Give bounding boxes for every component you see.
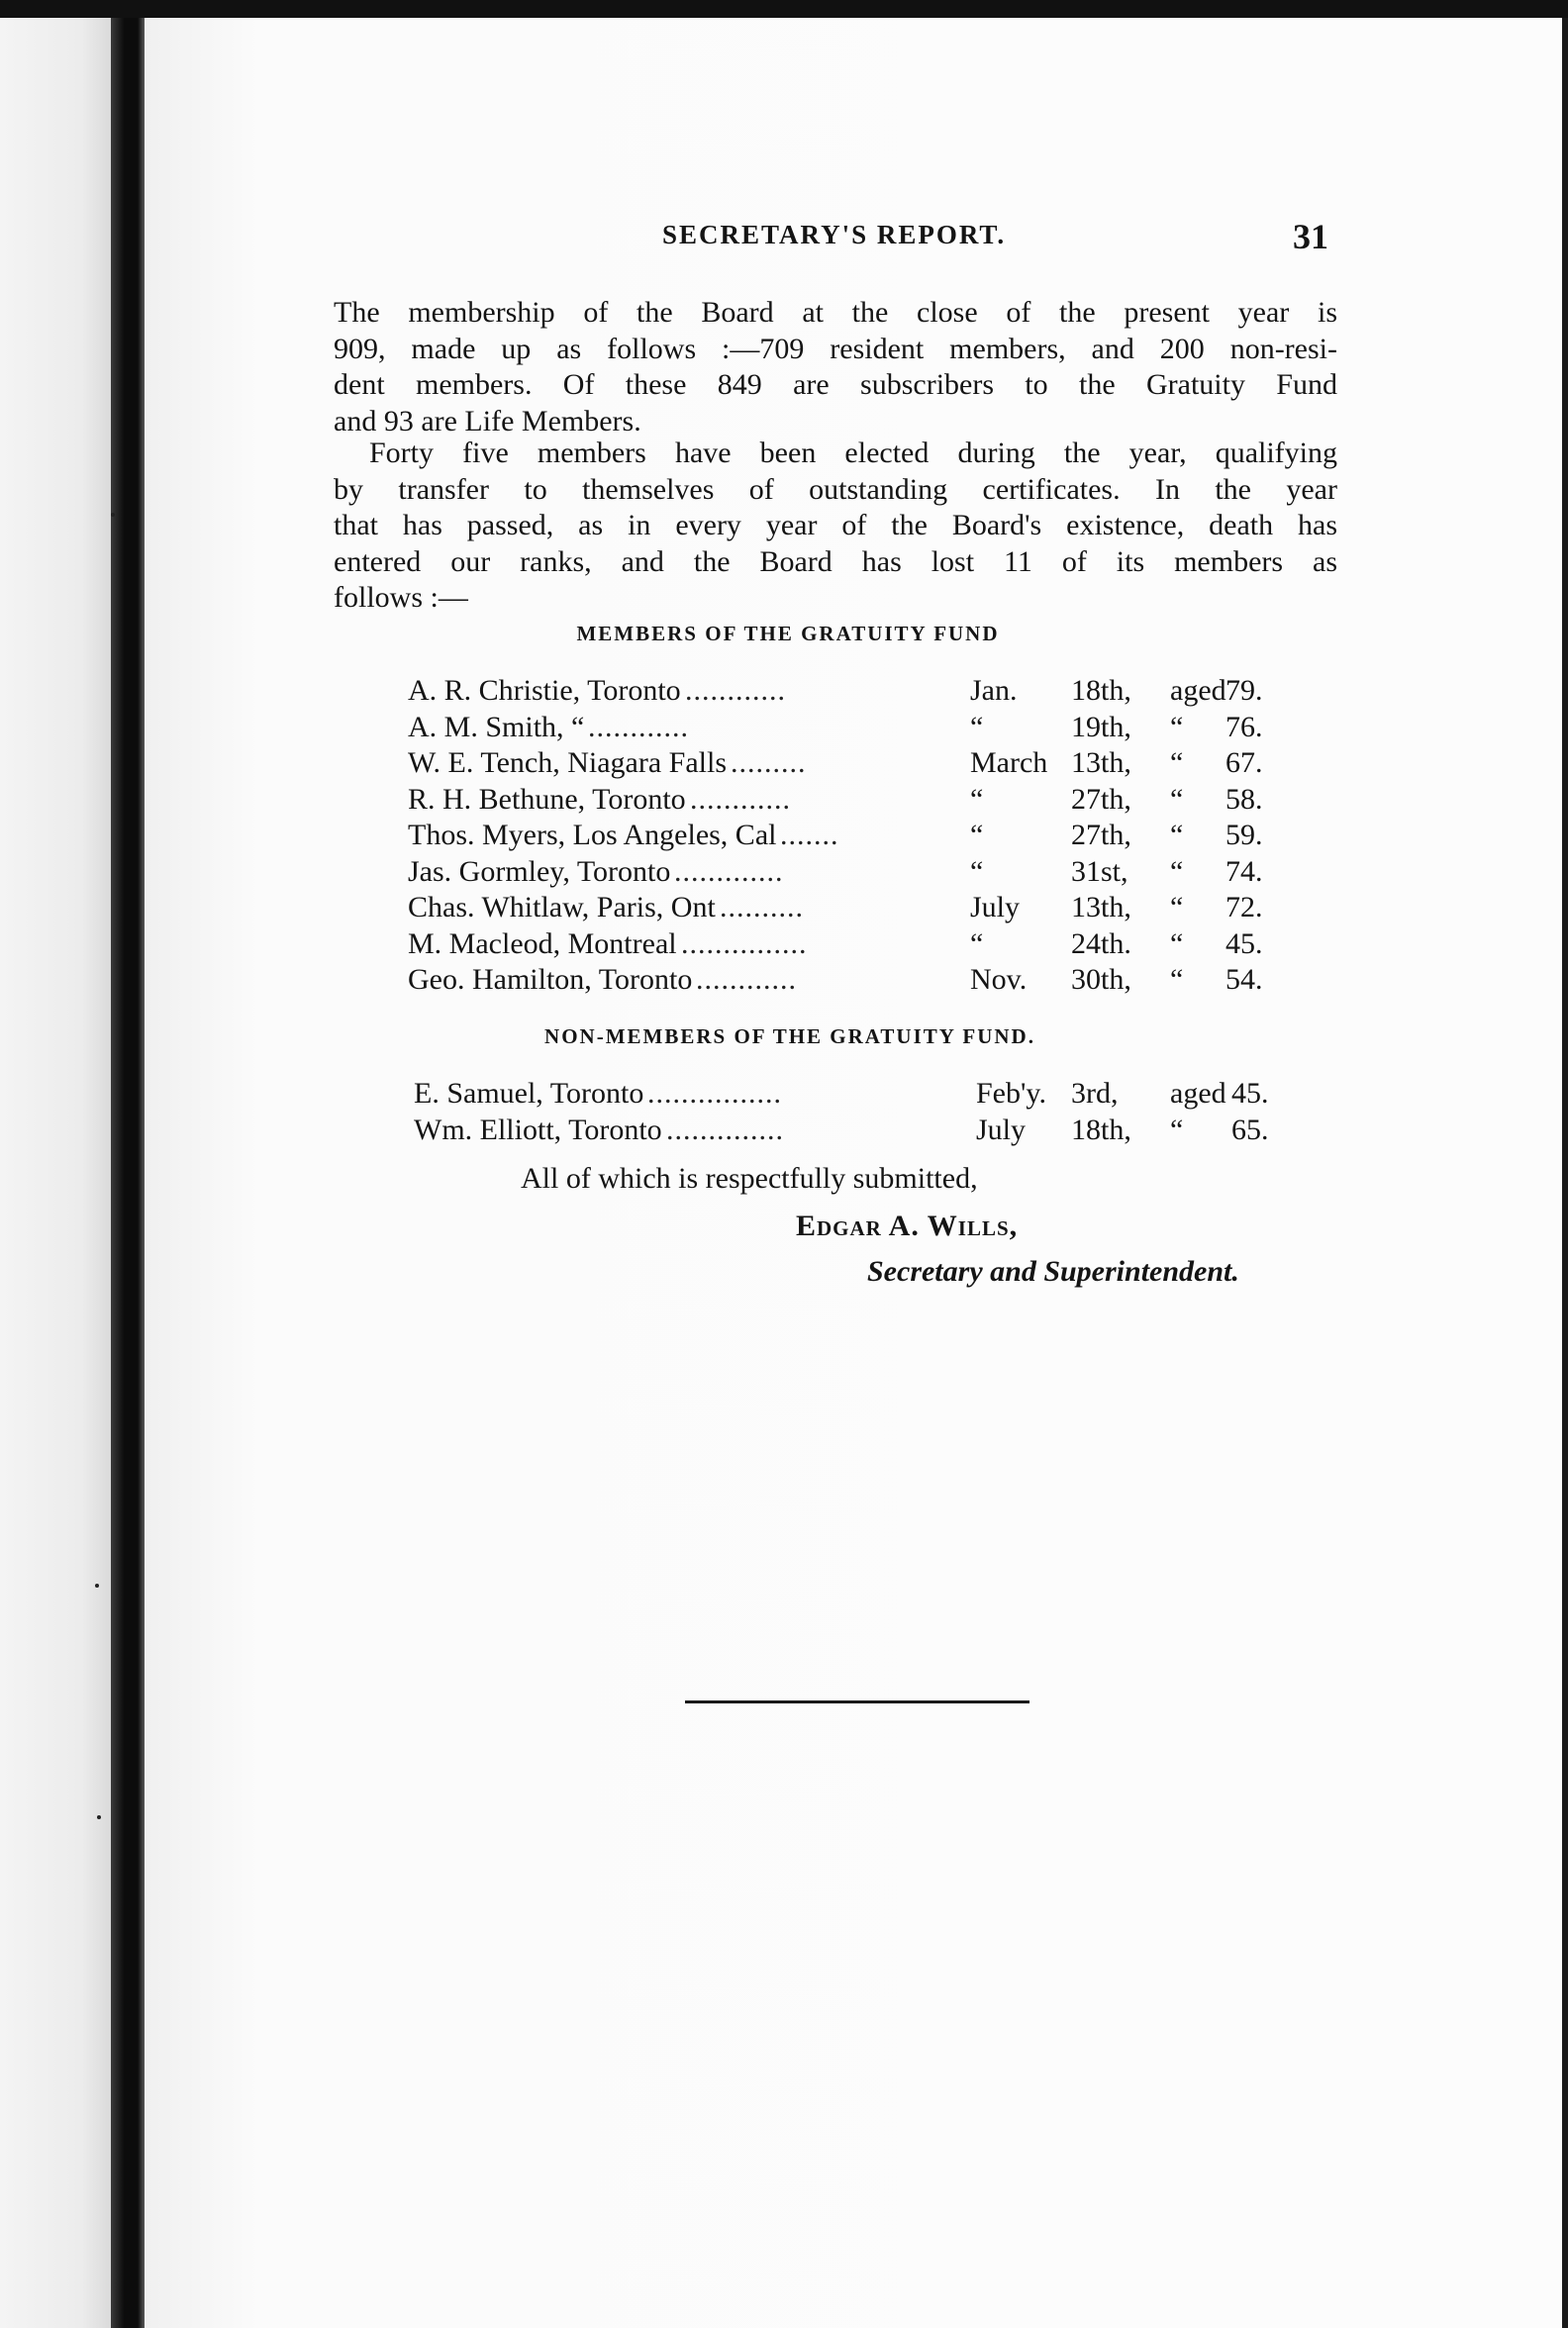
- paragraph-line: follows :—: [334, 581, 468, 614]
- row-aged: aged: [1170, 1077, 1226, 1110]
- row-name: R. H. Bethune, Toronto: [408, 782, 686, 816]
- margin-speck: [97, 1815, 101, 1819]
- paragraph-membership: [334, 295, 1337, 439]
- row-age: 58.: [1225, 782, 1263, 816]
- end-rule: [685, 1700, 1029, 1703]
- paragraph-line: and 93 are Life Members.: [334, 404, 641, 437]
- row-name: Geo. Hamilton, Toronto: [408, 963, 693, 996]
- row-name: W. E. Tench, Niagara Falls: [408, 746, 727, 779]
- row-day: 3rd,: [1071, 1077, 1119, 1110]
- row-month: “: [970, 710, 984, 743]
- row-name: Jas. Gormley, Toronto: [408, 854, 671, 888]
- paragraph-line: by transfer to themselves of outstanding certificates. In the year: [334, 472, 1337, 506]
- row-age: 74.: [1225, 854, 1263, 888]
- row-day: 13th,: [1071, 746, 1131, 779]
- paragraph-line: Forty five members have been elected during the year, qualifying: [369, 436, 1337, 469]
- row-month: July: [976, 1113, 1027, 1146]
- facing-page-edge: [0, 18, 117, 2328]
- row-name: A. R. Christie, Toronto: [408, 674, 681, 707]
- signature-title: Secretary and Superintendent.: [867, 1255, 1239, 1288]
- row-month: Jan.: [970, 674, 1018, 707]
- row-age: 45.: [1225, 926, 1263, 960]
- row-name: Wm. Elliott, Toronto: [414, 1113, 662, 1146]
- row-dots: ............: [588, 710, 689, 743]
- row-age: 76.: [1225, 710, 1263, 743]
- row-day: 27th,: [1071, 819, 1131, 851]
- row-name: Thos. Myers, Los Angeles, Cal: [408, 819, 777, 851]
- row-month: “: [970, 854, 984, 888]
- paragraph-line: entered our ranks, and the Board has lost 11 of its members as: [334, 544, 1337, 578]
- row-dots: ............: [696, 963, 797, 996]
- row-day: 18th,: [1071, 674, 1131, 707]
- row-dots: ............: [685, 674, 786, 707]
- row-aged: “: [1170, 963, 1184, 996]
- running-title: SECRETARY'S REPORT.: [662, 220, 1007, 249]
- row-age: 54.: [1225, 963, 1263, 996]
- paragraph-deaths: [334, 436, 1337, 617]
- paragraph-line: that has passed, as in every year of the Board's existence, death has: [334, 509, 1337, 541]
- row-day: 31st,: [1071, 854, 1128, 888]
- row-age: 67.: [1225, 746, 1263, 779]
- row-age: 59.: [1225, 819, 1263, 851]
- paragraph-line: dent members. Of these 849 are subscribers to the Gratuity Fund: [334, 368, 1337, 401]
- non-members-heading: NON-MEMBERS OF THE GRATUITY FUND.: [544, 1024, 1035, 1048]
- row-aged: “: [1170, 854, 1184, 888]
- row-aged: “: [1170, 782, 1184, 816]
- paragraph-line: The membership of the Board at the close of the present year is: [334, 296, 1337, 329]
- row-aged: “: [1170, 710, 1184, 743]
- row-day: 30th,: [1071, 963, 1131, 996]
- scan-top-border: [0, 0, 1568, 18]
- row-aged: “: [1170, 746, 1184, 779]
- row-day: 24th.: [1071, 926, 1131, 960]
- row-age: 79.: [1225, 674, 1263, 707]
- row-month: Feb'y.: [976, 1077, 1046, 1110]
- book-spine: [111, 18, 145, 2328]
- members-heading: MEMBERS OF THE GRATUITY FUND: [576, 622, 1000, 645]
- row-day: 19th,: [1071, 710, 1131, 743]
- signature-name: Edgar A. Wills,: [796, 1210, 1019, 1242]
- row-dots: ..............: [666, 1113, 784, 1146]
- page-number: 31: [1293, 217, 1328, 256]
- row-dots: .......: [780, 819, 839, 851]
- row-name: E. Samuel, Toronto: [414, 1077, 644, 1110]
- paragraph-line: 909, made up as follows :—709 resident members, and 200 non-resi-: [334, 332, 1337, 365]
- row-name: Chas. Whitlaw, Paris, Ont: [408, 891, 716, 923]
- row-dots: ..........: [720, 891, 804, 923]
- row-month: “: [970, 819, 984, 851]
- row-dots: ................: [647, 1077, 782, 1110]
- row-day: 13th,: [1071, 891, 1131, 923]
- running-head: [0, 216, 1568, 259]
- row-dots: .........: [731, 746, 807, 779]
- row-name: M. Macleod, Montreal: [408, 926, 677, 960]
- row-month: March: [970, 746, 1048, 779]
- margin-speck: [95, 1584, 99, 1588]
- row-month: July: [970, 891, 1021, 923]
- row-month: “: [970, 926, 984, 960]
- row-name: A. M. Smith, “: [408, 710, 585, 743]
- row-age: 65.: [1231, 1113, 1269, 1146]
- scan-right-border: [1562, 18, 1568, 2328]
- row-month: “: [970, 782, 984, 816]
- margin-speck: [111, 513, 115, 517]
- row-month: Nov.: [970, 963, 1028, 996]
- row-dots: .............: [674, 854, 784, 888]
- row-age: 45.: [1231, 1077, 1269, 1110]
- closing-line: All of which is respectfully submitted,: [521, 1162, 978, 1195]
- row-aged: “: [1170, 819, 1184, 851]
- row-dots: ...............: [681, 926, 808, 960]
- row-aged: “: [1170, 926, 1184, 960]
- row-aged: aged: [1170, 674, 1226, 707]
- row-day: 27th,: [1071, 782, 1131, 816]
- row-age: 72.: [1225, 891, 1263, 923]
- row-aged: “: [1170, 891, 1184, 923]
- row-aged: “: [1170, 1113, 1184, 1146]
- row-dots: ............: [690, 782, 791, 816]
- row-day: 18th,: [1071, 1113, 1131, 1146]
